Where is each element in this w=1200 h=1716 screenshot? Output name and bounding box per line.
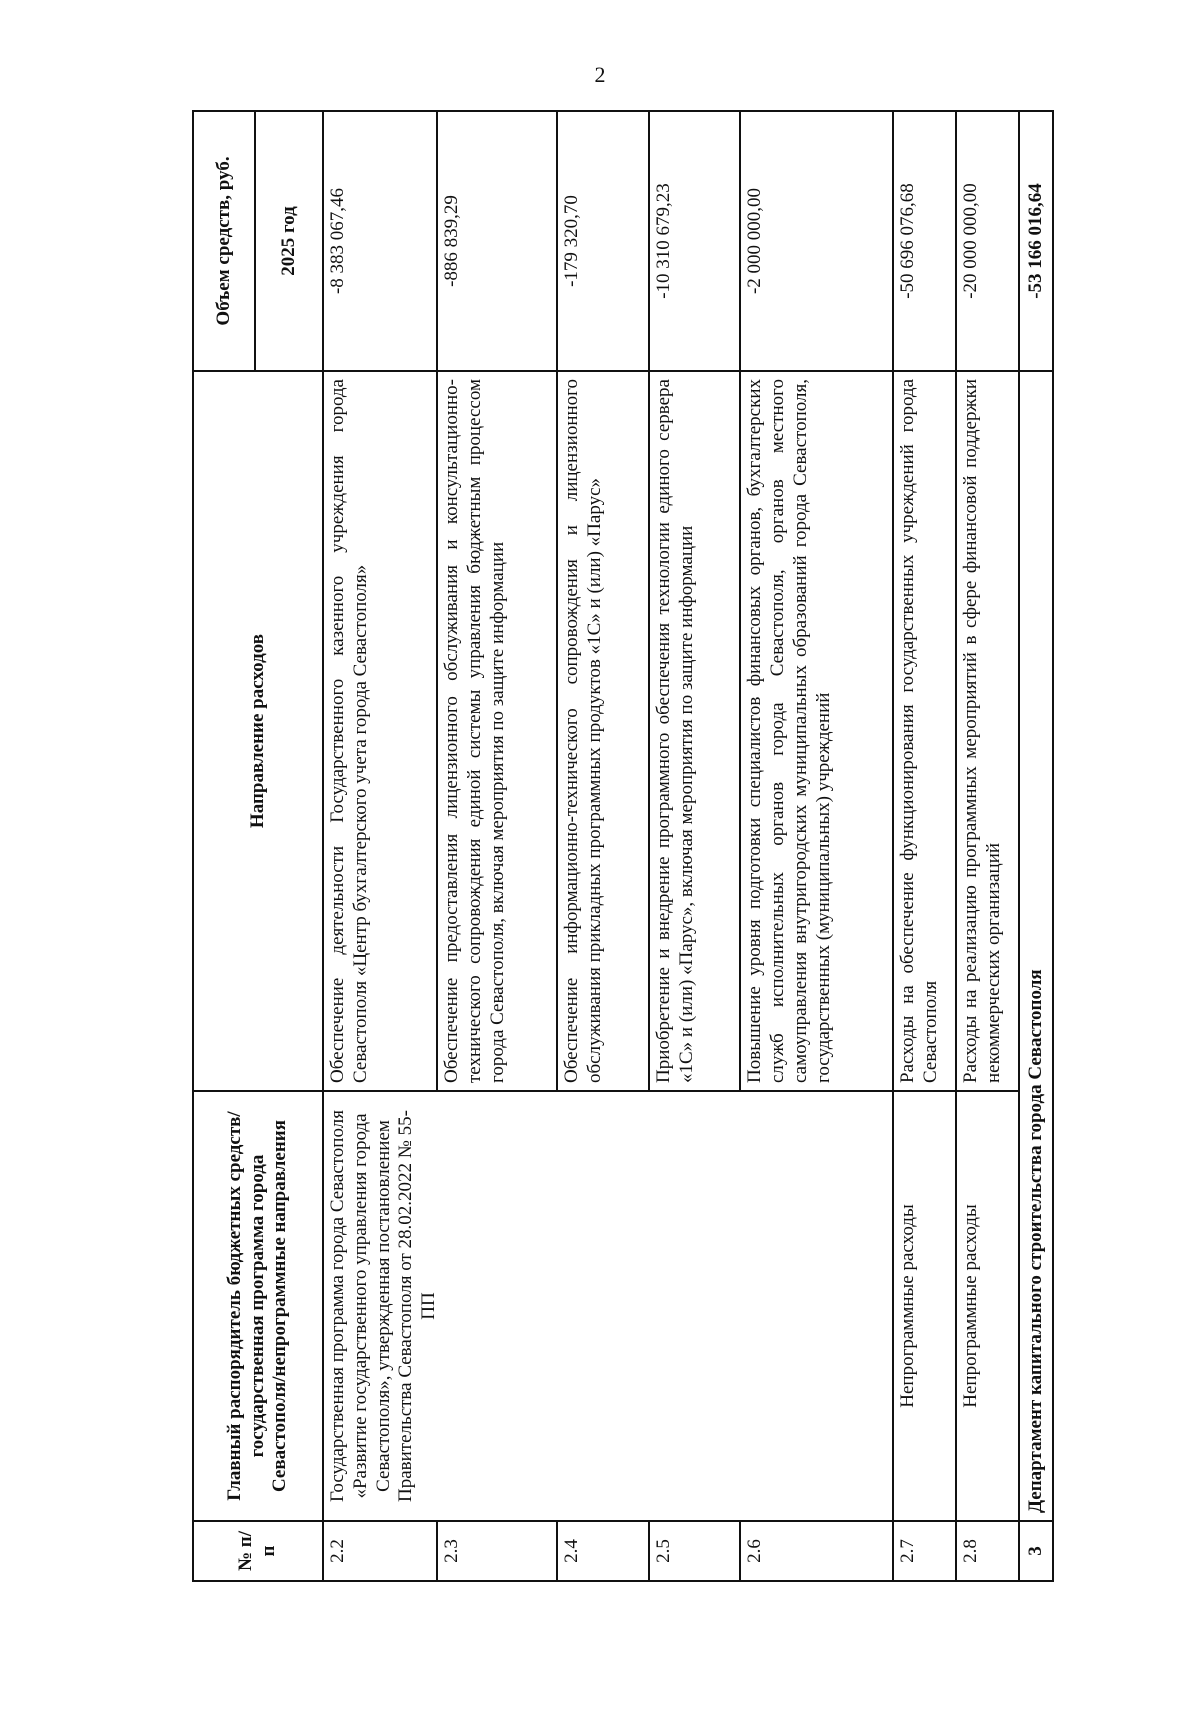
- row-num: 2.6: [740, 1521, 893, 1581]
- row-amount: -10 310 679,23: [649, 111, 741, 371]
- row-direction: Расходы на реализацию программных мероприятий в сфере финансовой поддержки некоммерческих организаций: [956, 371, 1019, 1091]
- row-direction: Приобретение и внедрение программного обеспечения технологии единого сервера «1С» и (или) «Парус», включая мероприятия по защите информации: [649, 371, 741, 1091]
- row-direction: Обеспечение предоставления лицензионного обслуживания и консультационно-технического сопровождения единой системы управления бюджетным процессом города Севастополя, включая мероприятия по защите информации: [437, 371, 557, 1091]
- total-amount: -53 166 016,64: [1019, 111, 1053, 371]
- row-grbs: Непрограммные расходы: [893, 1091, 956, 1521]
- row-amount: -886 839,29: [437, 111, 557, 371]
- row-num: 2.8: [956, 1521, 1019, 1581]
- program-cell: Государственная программа города Севастополя «Развитие государственного управления города Севастополя», утвержденная постановлением Правительства Севастополя от 28.02.2022 № 55-ПП: [323, 1091, 893, 1521]
- header-volume: Объем средств, руб.: [193, 111, 255, 371]
- row-num: 2.3: [437, 1521, 557, 1581]
- table-row: [956, 111, 1019, 1581]
- expenses-table: [192, 110, 1054, 1582]
- table-row: [323, 111, 437, 1581]
- table-row: [893, 111, 956, 1581]
- row-direction: Расходы на обеспечение функционирования государственных учреждений города Севастополя: [893, 371, 956, 1091]
- row-amount: -179 320,70: [557, 111, 649, 371]
- row-amount: -8 383 067,46: [323, 111, 437, 371]
- row-amount: -50 696 076,68: [893, 111, 956, 371]
- row-num: 2.4: [557, 1521, 649, 1581]
- row-direction: Обеспечение деятельности Государственного казенного учреждения города Севастополя «Центр бухгалтерского учета города Севастополя»: [323, 371, 437, 1091]
- row-num: 2.2: [323, 1521, 437, 1581]
- header-num: № п/п: [193, 1521, 323, 1581]
- rotated-table-container: [192, 112, 1054, 1582]
- header-grbs: Главный распорядитель бюджетных средств/государственная программа города Севастополя/непрограммные направления: [193, 1091, 323, 1521]
- header-year: 2025 год: [255, 111, 323, 371]
- total-label: Департамент капитального строительства города Севастополя: [1019, 371, 1053, 1521]
- table-wrapper: [192, 112, 1054, 1582]
- header-direction: Направление расходов: [193, 371, 323, 1091]
- row-amount: -2 000 000,00: [740, 111, 893, 371]
- total-row: [1019, 111, 1053, 1581]
- total-num: 3: [1019, 1521, 1053, 1581]
- row-grbs: Непрограммные расходы: [956, 1091, 1019, 1521]
- row-num: 2.7: [893, 1521, 956, 1581]
- row-direction: Повышение уровня подготовки специалистов финансовых органов, бухгалтерских служб исполнительных органов города Севастополя, органов местного самоуправления внутригородских муниципальных образований города Севастополя, государственных (муниципальных) учреждений: [740, 371, 893, 1091]
- row-num: 2.5: [649, 1521, 741, 1581]
- row-direction: Обеспечение информационно-технического сопровождения и лицензионного обслуживания прикладных программных продуктов «1С» и (или) «Парус»: [557, 371, 649, 1091]
- row-amount: -20 000 000,00: [956, 111, 1019, 371]
- page-number: 2: [594, 62, 606, 87]
